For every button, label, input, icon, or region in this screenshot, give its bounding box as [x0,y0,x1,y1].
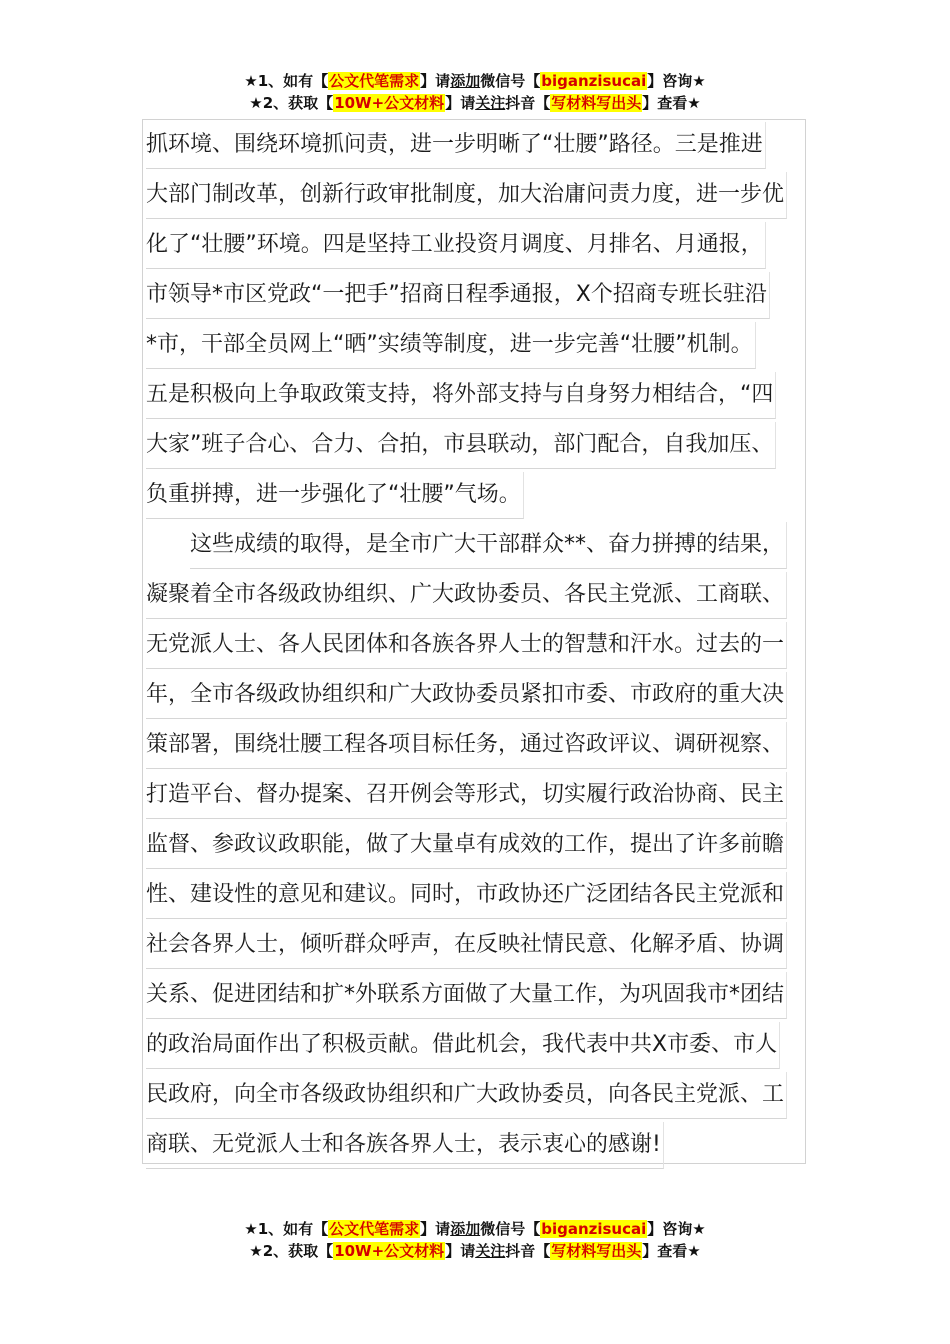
text-line [146,1022,806,1072]
footer-banner [0,1218,950,1262]
banner-text: 微信号【 [480,1220,541,1238]
line-text: 社会各界人士，倾听群众呼声，在反映社情民意、化解矛盾、协调 [146,922,787,969]
banner-text: 】查看★ [642,94,701,112]
text-line [146,572,806,622]
banner-line-2 [0,1240,950,1262]
text-line [146,972,806,1022]
banner-line-2 [0,92,950,114]
line-text: 大家”班子合心、合力、合拍，市县联动，部门配合，自我加压、 [146,422,776,469]
banner-underline: 添加 [450,72,481,90]
banner-text: 抖音【 [505,1242,551,1260]
line-text: 策部署，围绕壮腰工程各项目标任务，通过咨政评议、调研视察、 [146,722,787,769]
banner-underline: 关注 [475,1242,506,1260]
text-line [146,222,806,272]
text-line [146,372,806,422]
text-line [146,322,806,372]
banner-line-1 [0,70,950,92]
text-line [146,172,806,222]
banner-text: ★1、如有【 [244,1220,329,1238]
banner-text: 微信号【 [480,72,541,90]
text-line [146,472,806,522]
line-text: 市领导*市区党政“一把手”招商日程季通报，X个招商专班长驻沿 [146,272,770,319]
text-line [146,722,806,772]
banner-highlight: biganzisucai [541,1220,647,1238]
banner-text: 】请 [445,94,476,112]
banner-text: ★1、如有【 [244,72,329,90]
line-text: 民政府，向全市各级政协组织和广大政协委员，向各民主党派、工 [146,1072,787,1119]
banner-line-1 [0,1218,950,1240]
banner-highlight: 公文代笔需求 [329,1220,420,1238]
banner-text: 抖音【 [505,94,551,112]
line-text: 的政治局面作出了积极贡献。借此机会，我代表中共X市委、市人 [146,1022,780,1069]
text-line [146,272,806,322]
line-text: 无党派人士、各人民团体和各族各界人士的智慧和汗水。过去的一 [146,622,787,669]
banner-text: 】咨询★ [647,72,706,90]
line-text: 关系、促进团结和扩*外联系方面做了大量工作，为巩固我市*团结 [146,972,787,1019]
line-text: *市，干部全员网上“晒”实绩等制度，进一步完善“壮腰”机制。 [146,322,756,369]
text-line [146,122,806,172]
line-text: 这些成绩的取得，是全市广大干部群众**、奋力拼搏的结果， [190,522,787,569]
text-line [146,872,806,922]
text-line [146,672,806,722]
line-text: 抓环境、围绕环境抓问责，进一步明晰了“壮腰”路径。三是推进 [146,122,766,169]
banner-highlight: 写材料写出头 [551,94,642,112]
text-line [146,822,806,872]
banner-highlight: 10W+公文材料 [334,1242,445,1260]
header-banner [0,70,950,114]
banner-text: 】请 [420,72,451,90]
banner-text: 】咨询★ [647,1220,706,1238]
banner-highlight: 公文代笔需求 [329,72,420,90]
paragraph-start-line [146,522,806,572]
banner-highlight: 10W+公文材料 [334,94,445,112]
line-text: 性、建设性的意见和建议。同时，市政协还广泛团结各民主党派和 [146,872,787,919]
line-text: 五是积极向上争取政策支持，将外部支持与自身努力相结合，“四 [146,372,776,419]
banner-text: 】请 [445,1242,476,1260]
line-text: 监督、参政议政职能，做了大量卓有成效的工作，提出了许多前瞻 [146,822,787,869]
banner-text: 】请 [420,1220,451,1238]
text-line [146,1122,806,1172]
line-text: 化了“壮腰”环境。四是坚持工业投资月调度、月排名、月通报， [146,222,766,269]
text-line [146,922,806,972]
line-text: 凝聚着全市各级政协组织、广大政协委员、各民主党派、工商联、 [146,572,787,619]
line-text: 年，全市各级政协组织和广大政协委员紧扣市委、市政府的重大决 [146,672,787,719]
banner-highlight: 写材料写出头 [551,1242,642,1260]
line-text: 负重拼搏，进一步强化了“壮腰”气场。 [146,472,524,519]
text-line [146,1072,806,1122]
banner-text: 】查看★ [642,1242,701,1260]
banner-highlight: biganzisucai [541,72,647,90]
banner-underline: 关注 [475,94,506,112]
line-text: 打造平台、督办提案、召开例会等形式，切实履行政治协商、民主 [146,772,787,819]
text-line [146,422,806,472]
banner-text: ★2、获取【 [249,94,334,112]
banner-underline: 添加 [450,1220,481,1238]
text-line [146,622,806,672]
line-text: 商联、无党派人士和各族各界人士，表示衷心的感谢! [146,1122,664,1169]
body-text [146,122,806,1172]
line-text: 大部门制改革，创新行政审批制度，加大治庸问责力度，进一步优 [146,172,787,219]
text-line [146,772,806,822]
banner-text: ★2、获取【 [249,1242,334,1260]
